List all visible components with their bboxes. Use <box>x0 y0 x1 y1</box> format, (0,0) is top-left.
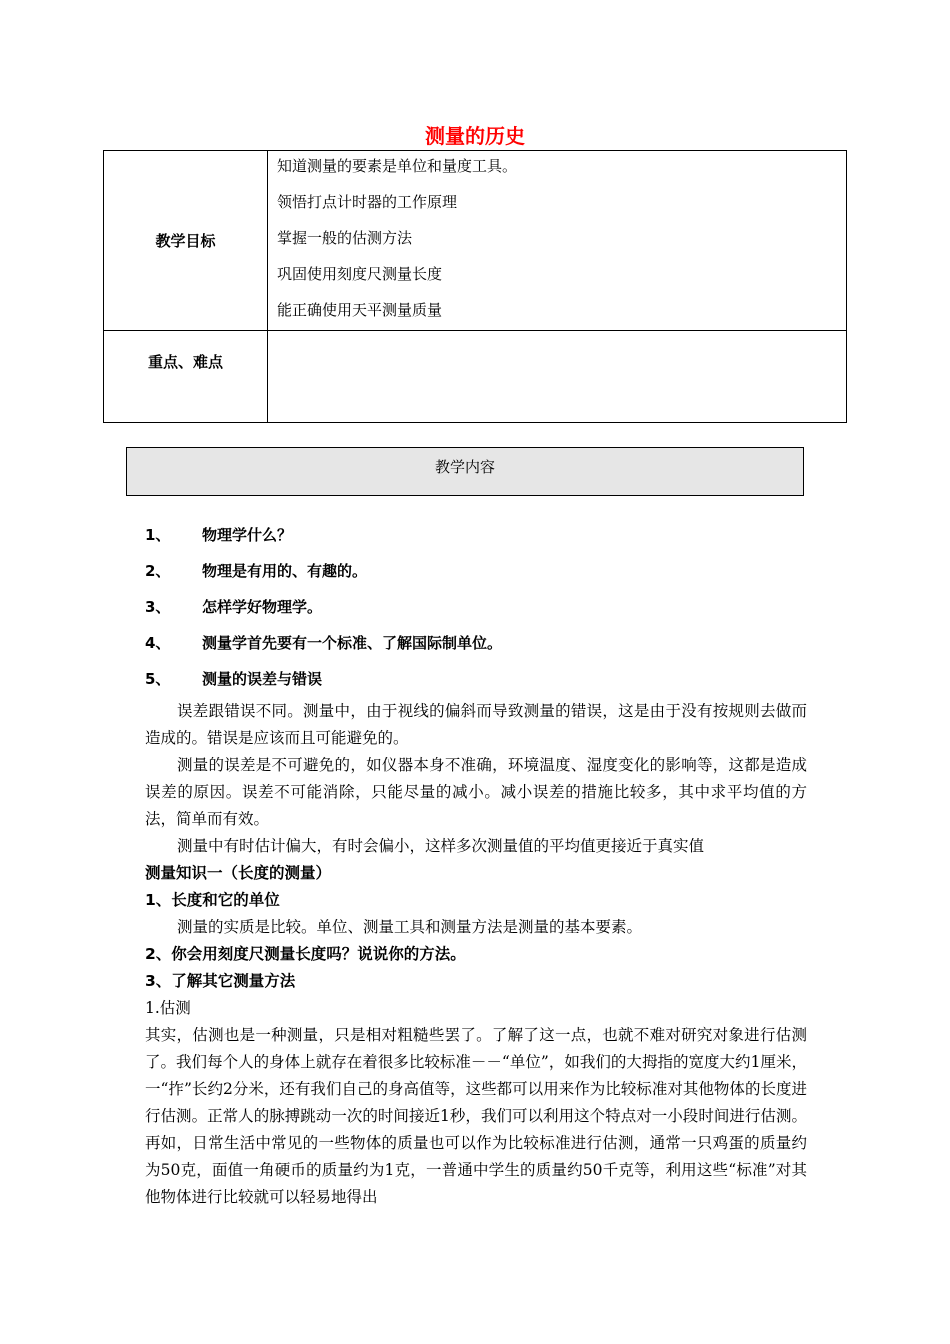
body-text <box>145 698 807 1211</box>
list-item: 2、 物理是有用的、有趣的。 <box>145 562 368 580</box>
objective-item: 巩固使用刻度尺测量长度 <box>277 264 443 283</box>
keypoints-label: 重点、难点 <box>104 331 268 423</box>
subsection-heading: 3、了解其它测量方法 <box>145 972 296 990</box>
list-item: 1、 物理学什么？ <box>145 526 293 544</box>
paragraph: 其实，估测也是一种测量，只是相对粗糙些罢了。了解了这一点，也就不难对研究对象进行估测了。我们每个人的身体上就存在着很多比较标准－－“单位”，如我们的大拇指的宽度大约1厘米，一“拃”长约2分米，还有我们自己的身高值等，这些都可以用来作为比较标准对其他物体的长度进行估测。正常人的脉搏跳动一次的时间接近1秒，我们可以利用这个特点对一小段时间进行估测。再如，日常生活中常见的一些物体的质量也可以作为比较标准进行估测，通常一只鸡蛋的质量约为50克，面值一角硬币的质量约为1克，一普通中学生的质量约50千克等，利用这些“标准”对其他物体进行比较就可以轻易地得出 <box>145 1026 807 1206</box>
list-item: 4、 测量学首先要有一个标准、了解国际制单位。 <box>145 634 503 652</box>
paragraph: 测量的实质是比较。单位、测量工具和测量方法是测量的基本要素。 <box>177 918 643 936</box>
objective-item: 领悟打点计时器的工作原理 <box>277 192 458 211</box>
objectives-cell <box>268 151 847 331</box>
objective-item: 知道测量的要素是单位和量度工具。 <box>277 156 518 175</box>
topic-list <box>145 524 502 704</box>
paragraph: 测量的误差是不可避免的，如仪器本身不准确，环境温度、湿度变化的影响等，这都是造成误差的原因。误差不可能消除，只能尽量的减小。减小误差的措施比较多，其中求平均值的方法，简单而有效。 <box>145 756 807 828</box>
objective-item: 能正确使用天平测量质量 <box>277 300 443 319</box>
keypoints-cell <box>268 331 847 423</box>
subsection-heading: 1、长度和它的单位 <box>145 891 280 909</box>
subsection-heading: 2、你会用刻度尺测量长度吗？说说你的方法。 <box>145 945 466 963</box>
paragraph: 误差跟错误不同。测量中，由于视线的偏斜而导致测量的错误，这是由于没有按规则去做而造成的。错误是应该而且可能避免的。 <box>145 702 807 747</box>
list-item: 3、 怎样学好物理学。 <box>145 598 323 616</box>
list-item: 5、 测量的误差与错误 <box>145 670 323 688</box>
section-heading: 测量知识一（长度的测量） <box>145 864 332 882</box>
content-header: 教学内容 <box>126 447 804 496</box>
paragraph: 测量中有时估计偏大，有时会偏小，这样多次测量值的平均值更接近于真实值 <box>177 837 705 855</box>
subsection-label: 1.估测 <box>145 999 191 1017</box>
objectives-label: 教学目标 <box>104 151 268 331</box>
objectives-table <box>103 150 847 423</box>
objective-item: 掌握一般的估测方法 <box>277 228 413 247</box>
document-title: 测量的历史 <box>425 124 525 148</box>
